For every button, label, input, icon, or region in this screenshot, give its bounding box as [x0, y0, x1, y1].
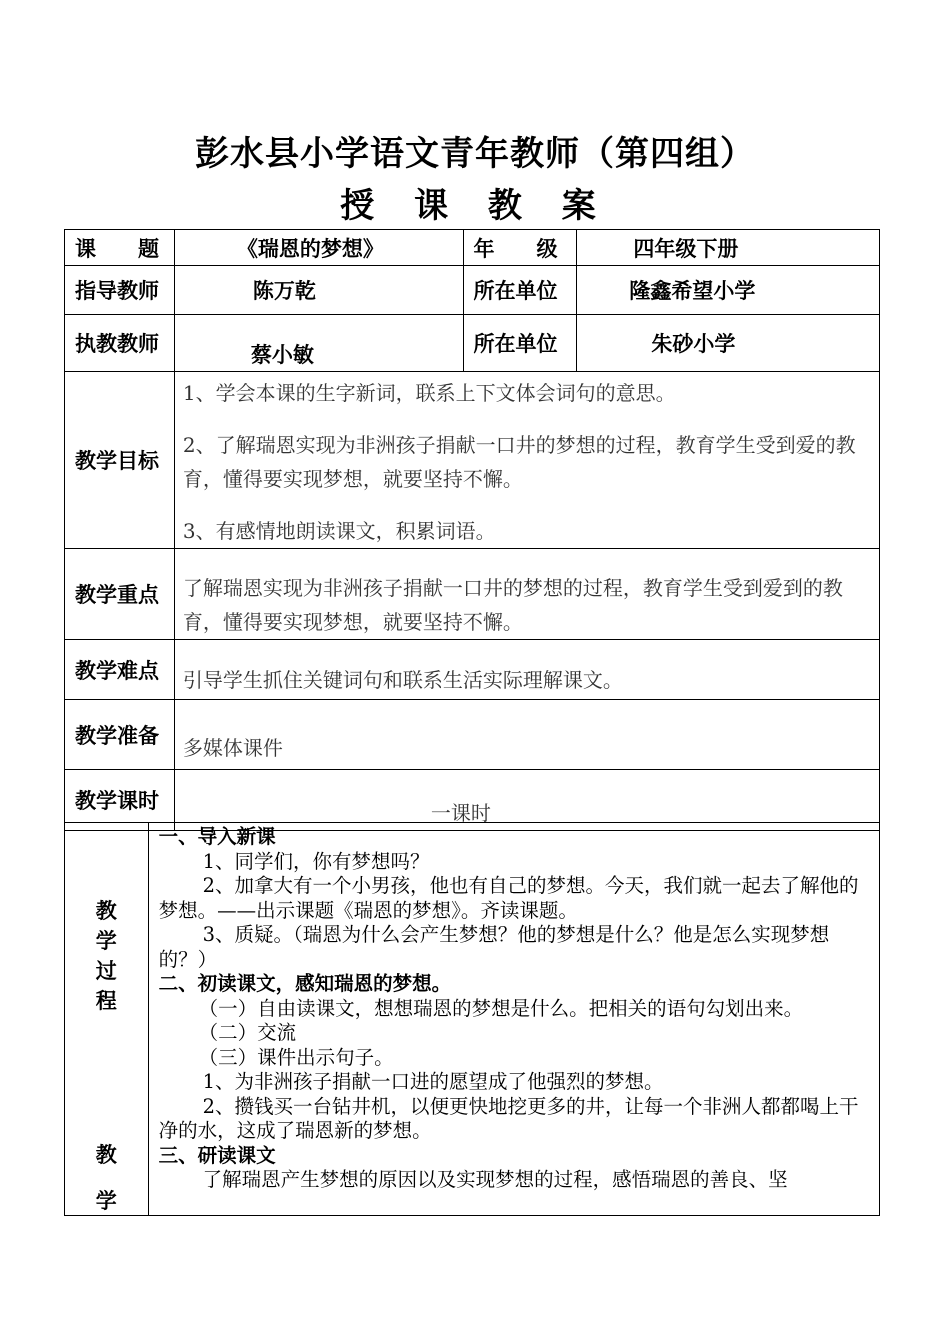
- process-line: 3、质疑。（瑞恩为什么会产生梦想？他的梦想是什么？他是怎么实现梦想的？）: [158, 923, 830, 971]
- table-row: [65, 549, 880, 640]
- table-row: [65, 266, 880, 315]
- process-label-char: 教: [95, 1142, 117, 1167]
- process-line: 2、加拿大有一个小男孩，他也有自己的梦想。今天，我们就一起去了解他的梦想。——出示课题《瑞恩的梦想》。齐读课题。: [158, 874, 859, 922]
- table-row: [65, 315, 880, 372]
- table-row: [65, 700, 880, 770]
- keypoint-label: 教学重点: [65, 549, 175, 640]
- process-line: 2、攒钱买一台钻井机，以便更快地挖更多的井，让每一个非洲人都都喝上干净的水，这成了瑞恩新的梦想。: [158, 1094, 859, 1142]
- process-line: 了解瑞恩产生梦想的原因以及实现梦想的过程，感悟瑞恩的善良、坚: [202, 1168, 788, 1191]
- page-title: 彭水县小学语文青年教师（第四组）: [195, 134, 755, 174]
- process-label-char: 程: [95, 988, 117, 1013]
- advisor-unit-label: 所在单位: [463, 266, 577, 315]
- process-line: （二）交流: [198, 1021, 297, 1044]
- goal-item: 1、学会本课的生字新词，联系上下文体会词句的意思。: [182, 381, 676, 405]
- teacher-label: 执教教师: [65, 315, 175, 372]
- goals-content: [174, 372, 879, 549]
- advisor-label: 指导教师: [65, 266, 175, 315]
- process-label-char: 学: [95, 928, 117, 953]
- keypoint-text: 了解瑞恩实现为非洲孩子捐献一口井的梦想的过程，教育学生受到爱到的教育，懂得要实现梦想，就要坚持不懈。: [174, 549, 879, 640]
- section-heading: 三、研读课文: [158, 1143, 276, 1167]
- teacher-value: 蔡小敏: [174, 315, 463, 372]
- process-label-char: 过: [95, 958, 117, 983]
- process-line: （三）课件出示句子。: [198, 1045, 394, 1069]
- process-label-char: 教: [95, 898, 117, 923]
- table-row: [65, 372, 880, 549]
- process-line: （一）自由读课文，想想瑞恩的梦想是什么。把相关的语句勾划出来。: [198, 996, 804, 1020]
- topic-label: 课 题: [65, 230, 175, 266]
- table-row: [65, 640, 880, 700]
- page-subtitle: 授 课 教 案: [340, 186, 610, 226]
- preparation-label: 教学准备: [65, 700, 175, 770]
- section-heading: 二、初读课文，感知瑞恩的梦想。: [158, 972, 452, 995]
- process-label: [65, 823, 149, 1216]
- process-table: [64, 822, 880, 1216]
- goals-label: 教学目标: [65, 372, 175, 549]
- hours-text: 一课时: [174, 770, 879, 831]
- goal-item: 2、了解瑞恩实现为非洲孩子捐献一口井的梦想的过程，教育学生受到爱的教育，懂得要实现梦想，就要坚持不懈。: [182, 433, 856, 491]
- process-label-char: 学: [95, 1188, 117, 1213]
- goal-item: 3、有感情地朗读课文，积累词语。: [182, 519, 496, 543]
- process-line: 1、同学们，你有梦想吗？: [202, 849, 430, 873]
- section-heading: 一、导入新课: [158, 825, 276, 848]
- difficulty-label: 教学难点: [65, 640, 175, 700]
- difficulty-text: 引导学生抓住关键词句和联系生活实际理解课文。: [174, 640, 879, 700]
- grade-label: 年 级: [463, 230, 577, 266]
- advisor-value: 陈万乾: [174, 266, 463, 315]
- grade-value: 四年级下册: [577, 230, 880, 266]
- teacher-unit-value: 朱砂小学: [577, 315, 880, 372]
- table-row: [65, 230, 880, 266]
- table-row: [65, 823, 880, 1216]
- preparation-text: 多媒体课件: [174, 700, 879, 770]
- process-content: [148, 823, 879, 1216]
- info-table: [64, 229, 880, 831]
- process-line: 1、为非洲孩子捐献一口进的愿望成了他强烈的梦想。: [202, 1070, 664, 1093]
- teacher-unit-label: 所在单位: [463, 315, 577, 372]
- topic-value: 《瑞恩的梦想》: [174, 230, 463, 266]
- hours-label: 教学课时: [65, 770, 175, 831]
- advisor-unit-value: 隆鑫希望小学: [577, 266, 880, 315]
